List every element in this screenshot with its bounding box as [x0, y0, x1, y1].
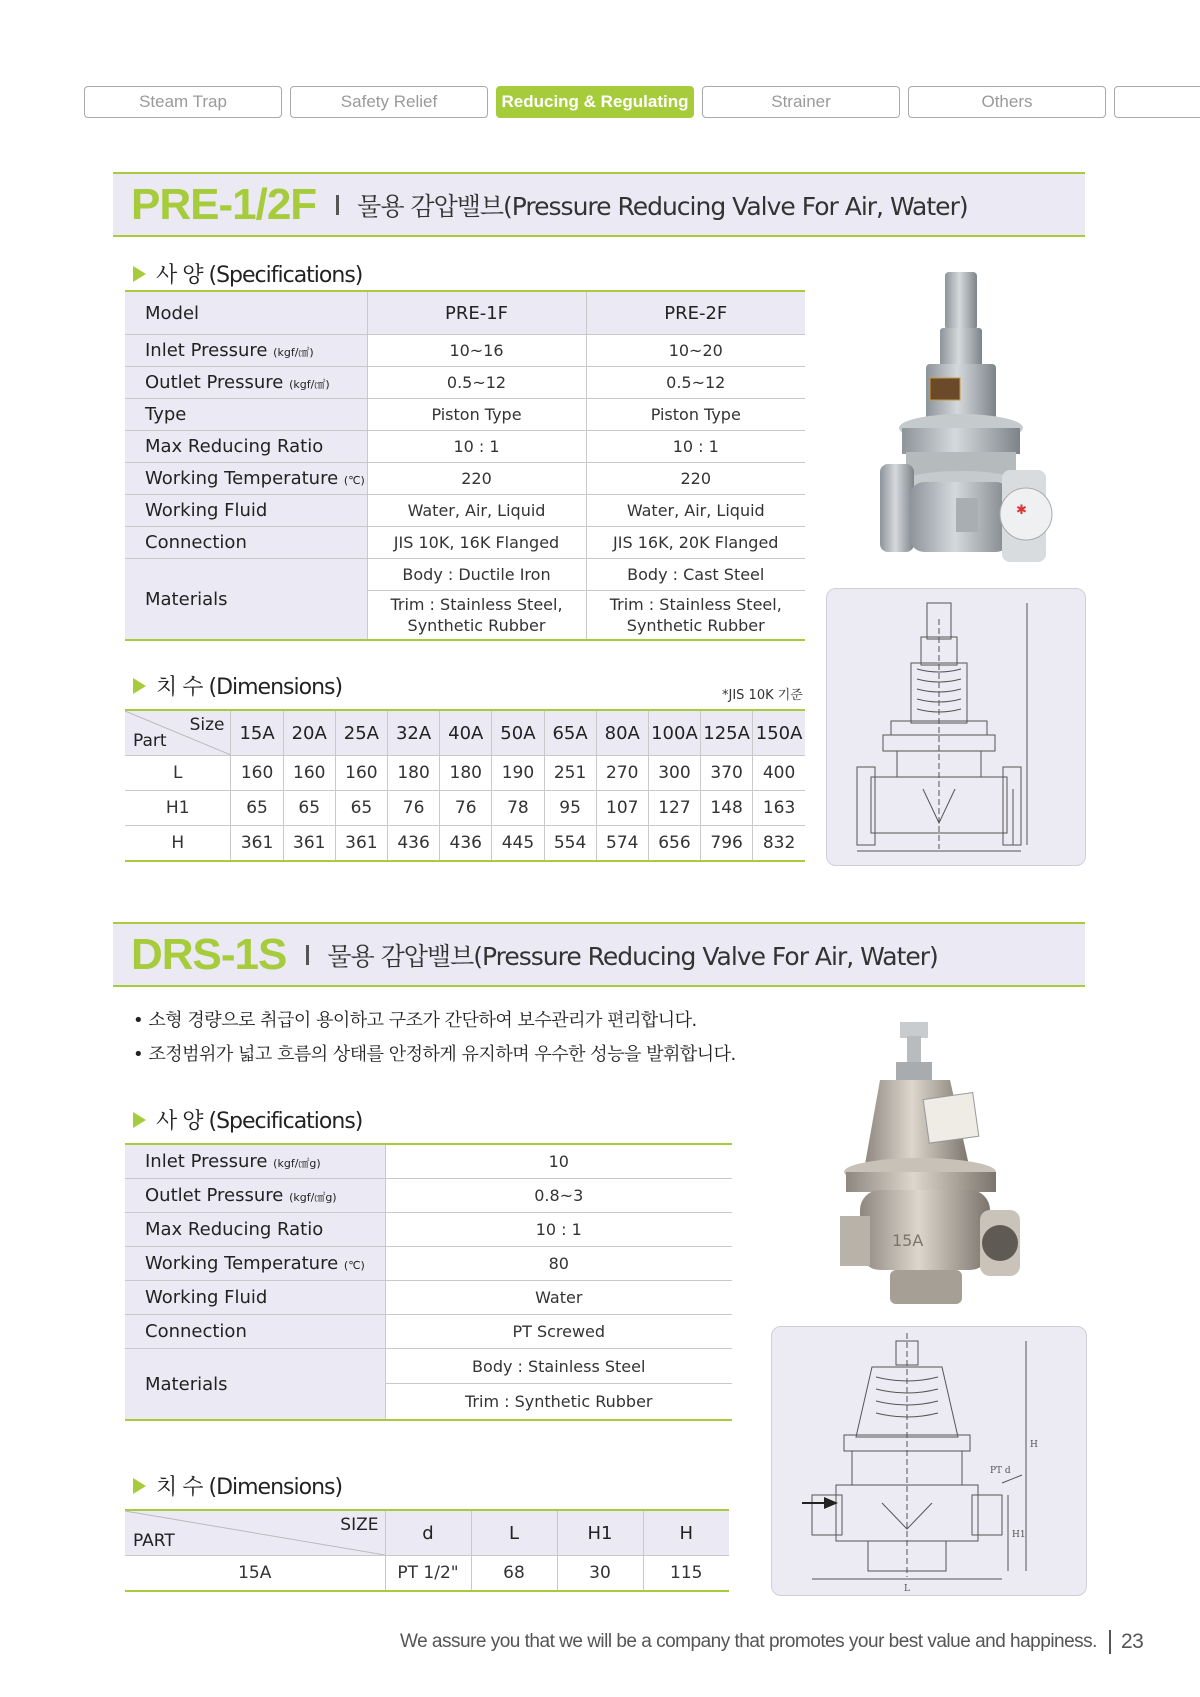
footer-divider	[1109, 1630, 1111, 1654]
pre-spec-heading-text: 사 양 (Specifications)	[156, 263, 363, 288]
table-row	[125, 399, 805, 431]
table-row	[125, 527, 805, 559]
dim-size-label: Size	[189, 715, 225, 735]
spec-label: Max Reducing Ratio	[125, 431, 367, 463]
spec-value: 0.8~3	[385, 1179, 732, 1213]
dim-value: 361	[283, 826, 335, 862]
spec-value: 10~16	[367, 335, 586, 367]
spec-value: 10 : 1	[385, 1213, 732, 1247]
pre-dim-note: *JIS 10K 기준	[722, 688, 803, 703]
drs-spec-heading	[133, 1104, 362, 1135]
spec-value: 80	[385, 1247, 732, 1281]
pre-spec-head-row	[125, 291, 805, 335]
table-row	[125, 1179, 732, 1213]
dim-size-header: 65A	[544, 710, 596, 756]
dim-value: 76	[387, 791, 439, 826]
page-footer	[400, 1630, 1143, 1654]
dim-value: 796	[701, 826, 753, 862]
dim-size-header: 125A	[701, 710, 753, 756]
pre-dim-heading-text: 치 수 (Dimensions)	[156, 675, 343, 700]
dim-size-header: 150A	[753, 710, 805, 756]
tab-safety-relief[interactable]: Safety Relief	[290, 86, 488, 118]
triangle-bullet-icon	[133, 1112, 146, 1128]
spec-label: Model	[125, 291, 367, 335]
dim-value: 160	[231, 756, 283, 791]
table-row	[125, 756, 805, 791]
dim-col-header: L	[471, 1510, 557, 1556]
dim-value: 95	[544, 791, 596, 826]
dim-size-header: 15A	[231, 710, 283, 756]
dim-value: 65	[231, 791, 283, 826]
dim-value: 832	[753, 826, 805, 862]
dim-size-header: 32A	[387, 710, 439, 756]
spec-model-a: PRE-1F	[367, 291, 586, 335]
pre-dim-heading	[133, 670, 342, 701]
spec-label: Outlet Pressure (kgf/㎠)	[125, 367, 367, 399]
drs-model-title: DRS-1S	[131, 929, 287, 979]
dim-value: 65	[283, 791, 335, 826]
table-row	[125, 1315, 732, 1349]
spec-value: Trim : Stainless Steel, Synthetic Rubber	[367, 591, 586, 641]
drs-spec-table	[125, 1143, 732, 1421]
spec-value: Piston Type	[367, 399, 586, 431]
drs-feature-1: • 소형 경량으로 취급이 용이하고 구조가 간단하여 보수관리가 편리합니다.	[133, 1010, 697, 1031]
pre-description: 물용 감압밸브(Pressure Reducing Valve For Air, Water)	[357, 191, 968, 221]
dim-size-label: SIZE	[340, 1515, 379, 1535]
spec-value: 10~20	[586, 335, 805, 367]
pre-model-title: PRE-1/2F	[131, 179, 317, 229]
drs-valve-photo	[840, 1020, 1026, 1310]
pre-dim-head-row	[125, 710, 805, 756]
dim-value: 76	[440, 791, 492, 826]
svg-text:15A: 15A	[892, 1231, 924, 1250]
dim-col-header: d	[385, 1510, 471, 1556]
pre-spec-table	[125, 290, 805, 641]
table-row	[125, 495, 805, 527]
dim-value: 160	[283, 756, 335, 791]
spec-value: Trim : Synthetic Rubber	[385, 1384, 732, 1421]
spec-value: 0.5~12	[367, 367, 586, 399]
dim-value: 436	[387, 826, 439, 862]
table-row	[125, 1349, 732, 1384]
dim-value: 370	[701, 756, 753, 791]
spec-label: Connection	[125, 527, 367, 559]
dim-size-header: 80A	[596, 710, 648, 756]
pre-spec-heading	[133, 258, 362, 289]
dim-value: 115	[643, 1556, 729, 1592]
dim-value: 180	[440, 756, 492, 791]
spec-value: Water	[385, 1281, 732, 1315]
spec-value: 0.5~12	[586, 367, 805, 399]
spec-label: Materials	[125, 1349, 385, 1421]
dim-value: 127	[648, 791, 700, 826]
dim-value: 163	[753, 791, 805, 826]
dim-value: 68	[471, 1556, 557, 1592]
dim-part: H1	[125, 791, 231, 826]
triangle-bullet-icon	[133, 266, 146, 282]
svg-text:✱: ✱	[1016, 503, 1027, 518]
dim-value: 65	[335, 791, 387, 826]
dim-corner-cell	[125, 1510, 385, 1556]
dim-col-header: H1	[557, 1510, 643, 1556]
spec-value: Body : Stainless Steel	[385, 1349, 732, 1384]
spec-label: Outlet Pressure (kgf/㎠g)	[125, 1179, 385, 1213]
header-divider	[306, 945, 309, 965]
table-row	[125, 1556, 729, 1592]
table-row	[125, 463, 805, 495]
dim-col-header: H	[643, 1510, 729, 1556]
pre-section-header	[113, 172, 1085, 237]
spec-label: Inlet Pressure (kgf/㎠)	[125, 335, 367, 367]
drs-dim-table	[125, 1509, 729, 1592]
table-row	[125, 1281, 732, 1315]
dim-part-label: PART	[133, 1531, 175, 1551]
pre-technical-drawing	[827, 589, 1085, 865]
table-row	[125, 1247, 732, 1281]
spec-value: 10 : 1	[586, 431, 805, 463]
dim-size-header: 100A	[648, 710, 700, 756]
dim-value: 148	[701, 791, 753, 826]
dim-part: H	[125, 826, 231, 862]
spec-value: 220	[367, 463, 586, 495]
table-row	[125, 367, 805, 399]
spec-value: PT Screwed	[385, 1315, 732, 1349]
spec-value: 220	[586, 463, 805, 495]
tab-reducing-regulating[interactable]: Reducing & Regulating	[496, 86, 694, 118]
tab-others[interactable]: Others	[908, 86, 1106, 118]
spec-label: Working Fluid	[125, 495, 367, 527]
footer-slogan: We assure you that we will be a company that promotes your best value and happiness.	[400, 1631, 1097, 1652]
spec-value: Water, Air, Liquid	[586, 495, 805, 527]
triangle-bullet-icon	[133, 1478, 146, 1494]
spec-label: Materials	[125, 559, 367, 641]
spec-label: Working Temperature (℃)	[125, 463, 367, 495]
spec-model-b: PRE-2F	[586, 291, 805, 335]
dim-value: 160	[335, 756, 387, 791]
dim-value: 180	[387, 756, 439, 791]
drs-spec-heading-text: 사 양 (Specifications)	[156, 1109, 363, 1134]
drawing-label-h: H	[1030, 1440, 1038, 1450]
drs-technical-drawing	[772, 1327, 1086, 1595]
spec-value: Body : Cast Steel	[586, 559, 805, 591]
tab-strainer[interactable]: Strainer	[702, 86, 900, 118]
dim-value: 436	[440, 826, 492, 862]
spec-label: Working Temperature (℃)	[125, 1247, 385, 1281]
drawing-label-ptd: PT d	[990, 1466, 1011, 1476]
dim-value: 190	[492, 756, 544, 791]
header-divider	[336, 195, 339, 215]
spec-value: Piston Type	[586, 399, 805, 431]
drs-drawing-box	[771, 1326, 1087, 1596]
spec-label: Connection	[125, 1315, 385, 1349]
dim-value: 574	[596, 826, 648, 862]
dim-part: L	[125, 756, 231, 791]
drs-description: 물용 감압밸브(Pressure Reducing Valve For Air, Water)	[327, 941, 938, 971]
table-row	[125, 791, 805, 826]
dim-value: 361	[335, 826, 387, 862]
spec-label: Max Reducing Ratio	[125, 1213, 385, 1247]
tab-steam-trap[interactable]: Steam Trap	[84, 86, 282, 118]
table-row	[125, 335, 805, 367]
tab-partial[interactable]	[1114, 86, 1200, 118]
pre-drawing-box	[826, 588, 1086, 866]
dim-value: 30	[557, 1556, 643, 1592]
triangle-bullet-icon	[133, 678, 146, 694]
dim-value: 656	[648, 826, 700, 862]
dim-corner-cell	[125, 710, 231, 756]
dim-value: 78	[492, 791, 544, 826]
dim-size-header: 50A	[492, 710, 544, 756]
pre-dim-table	[125, 709, 805, 862]
drs-section-header	[113, 922, 1085, 987]
spec-label: Type	[125, 399, 367, 431]
dim-value: 445	[492, 826, 544, 862]
dim-value: 270	[596, 756, 648, 791]
dim-value: 300	[648, 756, 700, 791]
category-tabs	[84, 86, 1200, 120]
drs-dim-heading	[133, 1470, 342, 1501]
table-row	[125, 826, 805, 862]
table-row	[125, 1144, 732, 1179]
table-row	[125, 559, 805, 591]
page-number: 23	[1120, 1630, 1144, 1653]
spec-label: Working Fluid	[125, 1281, 385, 1315]
dim-part-label: Part	[133, 731, 167, 751]
dim-value: 361	[231, 826, 283, 862]
spec-label: Inlet Pressure (kgf/㎠g)	[125, 1144, 385, 1179]
spec-value: Body : Ductile Iron	[367, 559, 586, 591]
spec-value: JIS 10K, 16K Flanged	[367, 527, 586, 559]
spec-value: Water, Air, Liquid	[367, 495, 586, 527]
dim-value: 400	[753, 756, 805, 791]
drawing-label-h1: H1	[1012, 1530, 1026, 1540]
drs-dim-head-row	[125, 1510, 729, 1556]
dim-part: 15A	[125, 1556, 385, 1592]
dim-size-header: 25A	[335, 710, 387, 756]
drs-dim-heading-text: 치 수 (Dimensions)	[156, 1475, 343, 1500]
pre-valve-photo	[870, 268, 1070, 578]
dim-value: 251	[544, 756, 596, 791]
dim-value: 107	[596, 791, 648, 826]
spec-value: 10 : 1	[367, 431, 586, 463]
spec-value: Trim : Stainless Steel, Synthetic Rubber	[586, 591, 805, 641]
drs-feature-2: • 조정범위가 넓고 흐름의 상태를 안정하게 유지하며 우수한 성능을 발휘합니다.	[133, 1044, 736, 1065]
table-row	[125, 431, 805, 463]
drawing-label-l: L	[904, 1584, 910, 1594]
table-row	[125, 1213, 732, 1247]
dim-size-header: 40A	[440, 710, 492, 756]
spec-value: 10	[385, 1144, 732, 1179]
dim-size-header: 20A	[283, 710, 335, 756]
spec-value: JIS 16K, 20K Flanged	[586, 527, 805, 559]
dim-value: PT 1/2"	[385, 1556, 471, 1592]
dim-value: 554	[544, 826, 596, 862]
